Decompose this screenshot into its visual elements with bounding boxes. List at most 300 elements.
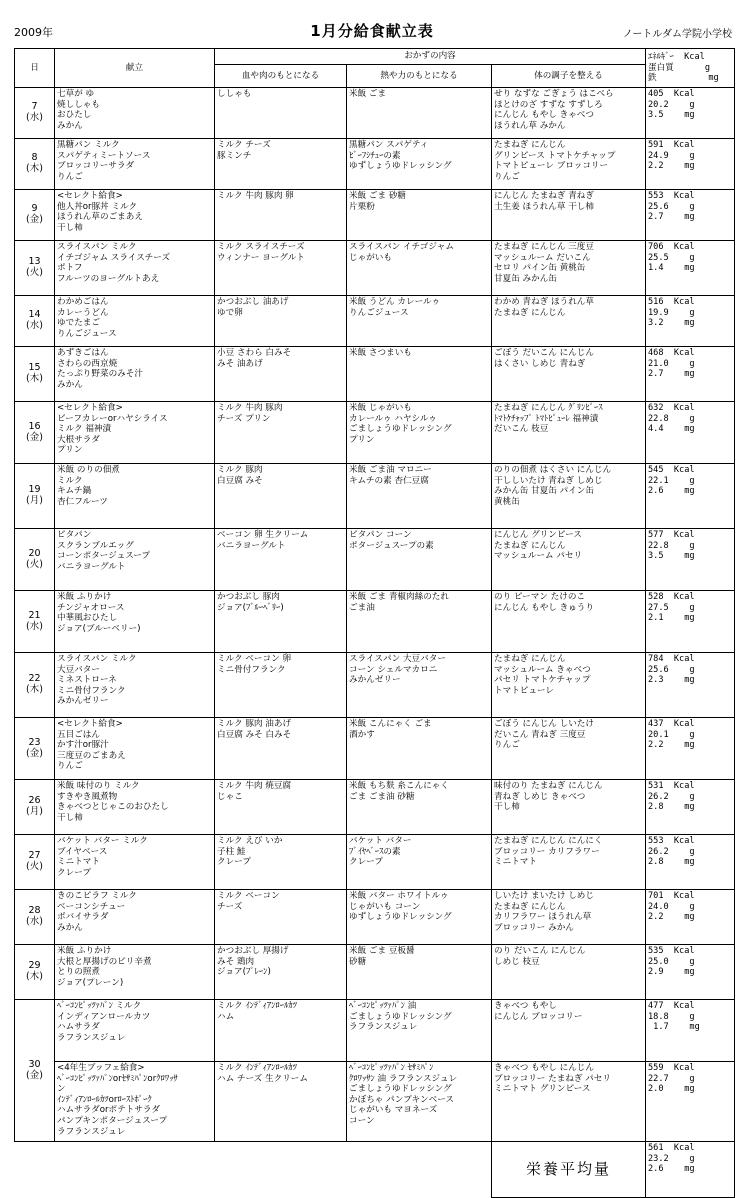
- yellow-foods: [347, 591, 492, 653]
- menu-items-line: <セレクト給食>: [57, 403, 123, 413]
- menu-items-line: 米飯 ふりかけ: [57, 592, 112, 602]
- menu-items-line: 干し柿: [57, 812, 83, 823]
- green-foods-line: マッシュルーム きゃべつ: [494, 664, 591, 675]
- menu-items-line: 干し柿: [57, 222, 83, 233]
- green-foods-line: だいこん 青ねぎ 三度豆: [494, 729, 586, 740]
- menu-items-line: りんご: [57, 171, 83, 182]
- menu-items: [55, 945, 215, 1000]
- yellow-foods-line: スライスパン 大豆バター: [349, 654, 446, 664]
- menu-items: [55, 718, 215, 780]
- protein-value: 22.8 g: [648, 413, 695, 424]
- red-foods: [215, 890, 347, 945]
- yellow-foods: [347, 718, 492, 780]
- yellow-foods: [347, 88, 492, 139]
- protein-value: 19.9 g: [648, 307, 695, 318]
- day-number: 13: [28, 256, 41, 268]
- nutrition-values: [646, 835, 735, 890]
- protein-value: 22.1 g: [648, 475, 695, 486]
- menu-items-line: インディアンロールカツ: [57, 1011, 151, 1022]
- iron-value: 2.2 mg: [648, 740, 695, 751]
- red-foods-line: ミルク チーズ: [217, 140, 271, 150]
- green-foods-line: きゃべつ もやし にんじん: [494, 1063, 594, 1073]
- red-foods: [215, 190, 347, 241]
- green-foods-line: 干し柿: [494, 802, 520, 813]
- iron-value: 4.4 mg: [648, 424, 695, 435]
- yellow-foods-line: かぼちゃ パンプキンベース: [349, 1094, 454, 1105]
- yellow-foods-line: ゆずしょうゆドレッシング: [349, 161, 452, 172]
- nutrition-values: [646, 464, 735, 529]
- red-foods-line: ミルク 牛肉 豚肉 卵: [217, 191, 294, 201]
- day-number: 26: [28, 795, 41, 807]
- nutrition-values: [646, 1062, 735, 1142]
- iron-value: 2.9 mg: [648, 967, 695, 978]
- red-group-header: 血や肉のもとになる: [215, 65, 347, 88]
- iron-value: 1.7 mg: [648, 1022, 700, 1033]
- red-foods-line: 子柱 鮭: [217, 846, 246, 857]
- day-of-week: (火): [26, 267, 43, 278]
- menu-items-line: ハムサラダorポテトサラダ: [57, 1105, 160, 1116]
- red-foods: [215, 945, 347, 1000]
- menu-items: [55, 591, 215, 653]
- iron-value: 1.4 mg: [648, 263, 695, 274]
- day-of-week: (火): [26, 861, 43, 872]
- green-foods-line: りんご: [494, 740, 520, 751]
- day-cell: [15, 190, 55, 241]
- nutrition-values: [646, 139, 735, 190]
- menu-row: [15, 718, 735, 780]
- energy-value: 701 Kcal: [648, 891, 695, 901]
- day-cell: [15, 835, 55, 890]
- menu-items-line: スクランブルエッグ: [57, 540, 134, 551]
- red-foods: [215, 464, 347, 529]
- menu-items-line: <セレクト給食>: [57, 191, 123, 201]
- green-group-header: 体の調子を整える: [492, 65, 646, 88]
- menu-row: [15, 139, 735, 190]
- yellow-foods-line: 米飯 じゃがいも: [349, 403, 412, 413]
- nutrition-values: [646, 402, 735, 464]
- yellow-foods-line: 米飯 ごま: [349, 89, 387, 99]
- menu-items: [55, 1000, 215, 1062]
- green-foods-line: マッシュルーム パセリ: [494, 551, 583, 562]
- protein-value: 18.8 g: [648, 1011, 695, 1022]
- menu-items-line: ミネストローネ: [57, 675, 117, 686]
- green-foods-line: たまねぎ にんじん: [494, 140, 566, 150]
- red-foods: [215, 835, 347, 890]
- year-label: 2009年: [14, 26, 53, 39]
- nutrition-values: [646, 88, 735, 139]
- day-cell: [15, 296, 55, 347]
- menu-items-line: ビーフカレーorハヤシライス: [57, 413, 168, 424]
- green-foods: [492, 464, 646, 529]
- day-of-week: (月): [26, 806, 43, 817]
- day-number: 30: [28, 1058, 41, 1070]
- day-cell: [15, 945, 55, 1000]
- energy-value: 535 Kcal: [648, 946, 695, 956]
- green-foods-line: ごぼう にんじん しいたけ: [494, 719, 594, 729]
- menu-items-line: チンジャオロース: [57, 602, 125, 613]
- menu-items-line: ブイヤベース: [57, 846, 108, 857]
- red-foods: [215, 1062, 347, 1142]
- iron-value: 2.2 mg: [648, 161, 695, 172]
- menu-items-line: 大根と厚揚げのピリ辛煮: [57, 956, 152, 967]
- day-cell: [15, 241, 55, 296]
- menu-items-line: すきやき風煮物: [57, 791, 118, 802]
- yellow-foods-line: ごま油: [349, 602, 375, 613]
- menu-items: [55, 835, 215, 890]
- green-foods-line: カリフラワー ほうれん草: [494, 912, 592, 923]
- red-foods-line: ミルク ｲﾝﾃﾞｨｱﾝﾛｰﾙｶﾂ: [217, 1001, 297, 1011]
- menu-header: 献立: [55, 49, 215, 88]
- menu-items-line: 大根サラダ: [57, 434, 100, 445]
- menu-items-line: 米飯 ふりかけ: [57, 946, 112, 956]
- yellow-foods-line: プリン: [349, 434, 375, 445]
- day-of-week: (月): [26, 495, 43, 506]
- iron-value: 2.3 mg: [648, 675, 695, 686]
- green-foods-line: たまねぎ にんじん 三度豆: [494, 242, 594, 252]
- menu-items-line: ｲﾝﾃﾞｨｱﾝﾛｰﾙｶﾂorﾛｰｽﾄﾎﾟｰｸ: [57, 1094, 152, 1105]
- green-foods: [492, 1000, 646, 1062]
- menu-items: [55, 347, 215, 402]
- iron-value: 2.7 mg: [648, 369, 695, 380]
- green-foods-line: たまねぎ にんじん: [494, 540, 566, 551]
- day-number: 7: [31, 101, 38, 113]
- green-foods-line: 干ししいたけ 青ねぎ しめじ: [494, 475, 603, 486]
- red-foods-line: かつおぶし 厚揚げ: [217, 946, 289, 956]
- green-foods: [492, 718, 646, 780]
- menu-items-line: ラフランスジュレ: [57, 1032, 126, 1043]
- red-foods-line: ミルク 豚肉 油あげ: [217, 719, 292, 729]
- day-cell: [15, 718, 55, 780]
- red-foods: [215, 347, 347, 402]
- menu-items: [55, 1062, 215, 1142]
- red-foods-line: ジョア(ﾌﾟﾚｰﾝ): [217, 967, 271, 978]
- menu-items-line: みかん: [57, 379, 83, 390]
- menu-items: [55, 190, 215, 241]
- yellow-foods: [347, 1000, 492, 1062]
- green-foods-line: ミニトマト: [494, 857, 537, 868]
- red-foods-line: ミニ骨付フランク: [217, 664, 286, 675]
- green-foods-line: みかん缶 甘夏缶 パイン缶: [494, 486, 594, 497]
- iron-value: 2.7 mg: [648, 212, 695, 223]
- red-foods-line: 白豆腐 みそ: [217, 475, 263, 486]
- ingredients-header: おかずの内容: [215, 49, 646, 65]
- menu-body: [15, 88, 735, 1142]
- green-foods-line: 土生姜 ほうれん草 干し柿: [494, 201, 594, 212]
- day-of-week: (金): [26, 1069, 43, 1081]
- yellow-foods: [347, 347, 492, 402]
- yellow-foods-line: 砂糖: [349, 956, 367, 967]
- menu-items-line: りんご: [57, 761, 83, 772]
- menu-items: [55, 88, 215, 139]
- yellow-foods: [347, 780, 492, 835]
- red-foods: [215, 591, 347, 653]
- green-foods-line: たまねぎ にんじん: [494, 654, 566, 664]
- green-foods: [492, 241, 646, 296]
- menu-items-line: 他人丼or豚丼 ミルク: [57, 201, 138, 212]
- green-foods-line: わかめ 青ねぎ ほうれん草: [494, 297, 594, 307]
- yellow-foods-line: 片栗粉: [349, 201, 375, 212]
- green-foods: [492, 190, 646, 241]
- menu-items-line: クレープ: [57, 867, 91, 878]
- menu-row: [15, 835, 735, 890]
- energy-value: 784 Kcal: [648, 654, 695, 664]
- yellow-foods: [347, 241, 492, 296]
- menu-table: [14, 48, 735, 1198]
- green-foods: [492, 945, 646, 1000]
- green-foods-line: のりの佃煮 はくさい にんじん: [494, 465, 612, 475]
- nutrition-header: [646, 49, 735, 88]
- menu-items: [55, 653, 215, 718]
- yellow-foods-line: ﾍﾞｰｺﾝﾋﾟｯﾂｧﾊﾟﾝ ｾｻﾐﾊﾟﾝ: [349, 1063, 434, 1073]
- green-foods-line: パセリ トマトケチャップ: [494, 675, 591, 686]
- yellow-foods-line: ﾌﾞｲﾔﾍﾞｰｽの素: [349, 846, 401, 857]
- day-cell: [15, 653, 55, 718]
- green-foods: [492, 402, 646, 464]
- protein-value: 22.8 g: [648, 540, 695, 551]
- day-number: 19: [28, 484, 41, 496]
- protein-value: 25.6 g: [648, 664, 695, 675]
- menu-items-line: ﾍﾞｰｺﾝﾋﾟｯﾂｧﾊﾟﾝorｾｻﾐﾊﾟﾝorｸﾛﾜｯｻ: [57, 1073, 178, 1084]
- yellow-foods-line: ｸﾛﾜｯｻﾝ 油 ラフランスジュレ: [349, 1073, 458, 1084]
- menu-row: [15, 529, 735, 591]
- nutrition-values: [646, 529, 735, 591]
- menu-items-line: ミルク 福神漬: [57, 424, 112, 435]
- menu-items-line: スライスパン ミルク: [57, 242, 137, 252]
- menu-items-line: ミニトマト: [57, 857, 100, 868]
- yellow-foods-line: ﾋﾞｰﾌｼﾁｭｰの素: [349, 150, 401, 161]
- red-foods-line: みそ 鶏肉: [217, 956, 255, 967]
- average-label: 栄養平均量: [492, 1142, 646, 1198]
- protein-value: 21.0 g: [648, 358, 695, 369]
- nutrition-values: [646, 1000, 735, 1062]
- yellow-foods-line: ピタパン コーン: [349, 530, 412, 540]
- menu-items-line: ミニ骨付フランク: [57, 685, 126, 696]
- yellow-foods-line: スライスパン イチゴジャム: [349, 242, 454, 252]
- menu-items-line: ピタパン: [57, 530, 92, 540]
- menu-row: [15, 402, 735, 464]
- energy-value: 559 Kcal: [648, 1063, 695, 1073]
- menu-items-line: 三度豆のごまあえ: [57, 750, 126, 761]
- nutrition-values: [646, 241, 735, 296]
- yellow-foods-line: 米飯 ごま 砂糖: [349, 191, 407, 201]
- red-foods: [215, 139, 347, 190]
- red-foods: [215, 88, 347, 139]
- day-cell: [15, 780, 55, 835]
- nutrition-values: [646, 718, 735, 780]
- menu-items-line: とりの照煮: [57, 967, 100, 978]
- day-header: 日: [15, 49, 55, 88]
- yellow-foods-line: 黒糖パン スパゲティ: [349, 140, 429, 150]
- yellow-foods-line: 米飯 ごま 青椒肉絲のたれ: [349, 592, 449, 602]
- red-foods-line: ミルク 豚肉: [217, 465, 263, 475]
- day-of-week: (水): [26, 916, 43, 927]
- red-foods-line: ミルク 牛肉 焼豆腐: [217, 781, 292, 791]
- menu-items-line: みかん: [57, 922, 83, 933]
- yellow-foods-line: じゃがいも マヨネーズ: [349, 1105, 438, 1116]
- protein-value: 20.2 g: [648, 99, 695, 110]
- yellow-foods: [347, 190, 492, 241]
- red-foods-line: かつおぶし 豚肉: [217, 592, 280, 602]
- menu-items-line: ジョア(プレーン): [57, 977, 124, 988]
- yellow-foods-line: じゃがいも コーン: [349, 901, 421, 912]
- energy-value: 531 Kcal: [648, 781, 695, 791]
- green-foods-line: ごぼう だいこん にんじん: [494, 348, 594, 358]
- green-foods-line: ほうれん草 みかん: [494, 120, 566, 131]
- yellow-foods-line: ごましょうゆドレッシング: [349, 1011, 452, 1022]
- day-number: 16: [28, 420, 41, 432]
- green-foods-line: のり だいこん にんじん: [494, 946, 586, 956]
- protein-value: 22.7 g: [648, 1073, 695, 1084]
- red-foods-line: ししゃも: [217, 89, 252, 99]
- red-foods: [215, 529, 347, 591]
- yellow-foods-line: クレープ: [349, 857, 383, 868]
- menu-items-line: ミルク: [57, 475, 83, 486]
- menu-items-line: キムチ鍋: [57, 486, 92, 497]
- yellow-foods-line: コーン シェルマカロニ: [349, 664, 438, 675]
- menu-items-line: ラフランスジュレ: [57, 1126, 126, 1137]
- protein-value: 27.5 g: [648, 602, 695, 613]
- menu-items-line: 大豆バター: [57, 664, 100, 675]
- yellow-foods: [347, 139, 492, 190]
- yellow-foods: [347, 464, 492, 529]
- menu-items-line: 七草が ゆ: [57, 89, 95, 99]
- menu-items-line: 米飯 味付のり ミルク: [57, 781, 140, 791]
- red-foods: [215, 653, 347, 718]
- red-foods-line: ウィンナー ヨーグルト: [217, 252, 305, 263]
- menu-items-line: コーンポタージュスープ: [57, 551, 151, 562]
- day-cell: [15, 88, 55, 139]
- menu-items-line: 杏仁フルーツ: [57, 496, 108, 507]
- school-name: ノートルダム学院小学校: [622, 29, 732, 40]
- yellow-foods-line: 米飯 ごま 豆板醤: [349, 946, 415, 956]
- day-number: 20: [28, 547, 41, 559]
- menu-items: [55, 402, 215, 464]
- yellow-foods-line: 米飯 うどん カレールゥ: [349, 297, 441, 307]
- green-foods-line: にんじん たまねぎ 青ねぎ: [494, 191, 594, 201]
- red-foods-line: ミルク ベーコン 卵: [217, 654, 292, 664]
- energy-value: 528 Kcal: [648, 592, 695, 602]
- menu-row: [15, 241, 735, 296]
- energy-value: 477 Kcal: [648, 1001, 695, 1011]
- red-foods: [215, 296, 347, 347]
- red-foods-line: ミルク えび いか: [217, 836, 283, 846]
- menu-row: [15, 945, 735, 1000]
- red-foods-line: 豚ミンチ: [217, 150, 252, 161]
- day-number: 29: [28, 960, 41, 972]
- nutrition-values: [646, 780, 735, 835]
- green-foods: [492, 347, 646, 402]
- menu-items-line: 焼ししゃも: [57, 99, 100, 110]
- yellow-foods-line: ﾍﾞｰｺﾝﾋﾟｯﾂｧﾊﾟﾝ 油: [349, 1001, 417, 1011]
- page-title: 1月分給食献立表: [310, 22, 434, 40]
- average-iron: 2.6 mg: [648, 1164, 695, 1175]
- menu-items-line: きのこピラフ ミルク: [57, 891, 137, 901]
- yellow-foods-line: りんごジュース: [349, 307, 409, 318]
- green-foods-line: にんじん ブロッコリー: [494, 1011, 583, 1022]
- menu-items-line: ボバイサラダ: [57, 912, 109, 923]
- menu-row: [15, 190, 735, 241]
- red-foods-line: かつおぶし 油あげ: [217, 297, 289, 307]
- yellow-foods-line: コーン: [349, 1115, 375, 1126]
- yellow-foods-line: みかんゼリー: [349, 675, 401, 686]
- day-of-week: (火): [26, 558, 43, 570]
- protein-value: 24.0 g: [648, 901, 695, 912]
- day-cell: [15, 347, 55, 402]
- green-foods-line: 甘夏缶 みかん缶: [494, 273, 557, 284]
- menu-items-line: バニラヨーグルト: [57, 561, 126, 572]
- yellow-foods-line: キムチの素 杏仁豆腐: [349, 475, 429, 486]
- menu-items-line: スライスパン ミルク: [57, 654, 137, 664]
- red-foods-line: ミルク 牛肉 豚肉: [217, 403, 283, 413]
- yellow-foods-line: バケット バター: [349, 836, 412, 846]
- menu-items-line: たっぷり野菜のみそ汁: [57, 369, 143, 380]
- yellow-foods-line: じゃがいも: [349, 252, 392, 263]
- menu-items-line: ポトフ: [57, 263, 83, 274]
- green-foods: [492, 529, 646, 591]
- menu-items-line: パンプキンポタージュスープ: [57, 1115, 168, 1126]
- green-foods-line: セロリ パイン缶 黄桃缶: [494, 263, 586, 274]
- average-protein: 23.2 g: [648, 1153, 695, 1164]
- green-foods-line: しいたけ まいたけ しめじ: [494, 891, 594, 901]
- day-cell: [15, 591, 55, 653]
- green-foods: [492, 296, 646, 347]
- red-foods-line: バニラヨーグルト: [217, 540, 286, 551]
- menu-items-line: <4年生ブッフェ給食>: [57, 1063, 145, 1073]
- red-foods-line: ゆで卵: [217, 307, 243, 318]
- red-foods-line: 小豆 さわら 白みそ: [217, 348, 292, 358]
- yellow-foods-line: 酒かす: [349, 729, 375, 740]
- green-foods-line: りんご: [494, 171, 520, 182]
- red-foods: [215, 402, 347, 464]
- yellow-foods-line: ごましょうゆドレッシング: [349, 424, 452, 435]
- red-foods: [215, 241, 347, 296]
- iron-header: 鉄 mg: [648, 73, 719, 84]
- yellow-foods: [347, 402, 492, 464]
- menu-items-line: 五目ごはん: [57, 729, 100, 740]
- menu-row: [15, 890, 735, 945]
- red-foods-line: チーズ プリン: [217, 413, 271, 424]
- day-number: 21: [28, 609, 41, 621]
- day-cell: [15, 402, 55, 464]
- green-foods-line: トマトピューレ ブロッコリー: [494, 161, 609, 172]
- protein-value: 20.1 g: [648, 729, 695, 740]
- day-of-week: (木): [26, 684, 43, 695]
- menu-items: [55, 890, 215, 945]
- green-foods-line: ほとけのざ すずな すずしろ: [494, 99, 603, 110]
- day-cell: [15, 529, 55, 591]
- nutrition-values: [646, 296, 735, 347]
- iron-value: 2.2 mg: [648, 912, 695, 923]
- menu-items-line: わかめごはん: [57, 297, 109, 307]
- menu-row: [15, 347, 735, 402]
- red-foods-line: みそ 油あげ: [217, 358, 263, 369]
- menu-items: [55, 296, 215, 347]
- day-of-week: (水): [26, 620, 43, 632]
- protein-value: 25.0 g: [648, 956, 695, 967]
- yellow-foods-line: 米飯 もち麩 糸こんにゃく: [349, 781, 449, 791]
- day-of-week: (木): [26, 163, 43, 174]
- menu-items-line: 米飯 のりの佃煮: [57, 465, 120, 475]
- menu-items-line: <セレクト給食>: [57, 719, 123, 729]
- protein-value: 25.5 g: [648, 252, 695, 263]
- menu-items-line: フルーツのヨーグルトあえ: [57, 273, 160, 284]
- green-foods-line: たまねぎ にんじん: [494, 307, 566, 318]
- menu-items-line: あずきごはん: [57, 348, 109, 358]
- green-foods: [492, 591, 646, 653]
- menu-row: [15, 1062, 735, 1142]
- energy-value: 516 Kcal: [648, 297, 695, 307]
- day-of-week: (水): [26, 112, 43, 123]
